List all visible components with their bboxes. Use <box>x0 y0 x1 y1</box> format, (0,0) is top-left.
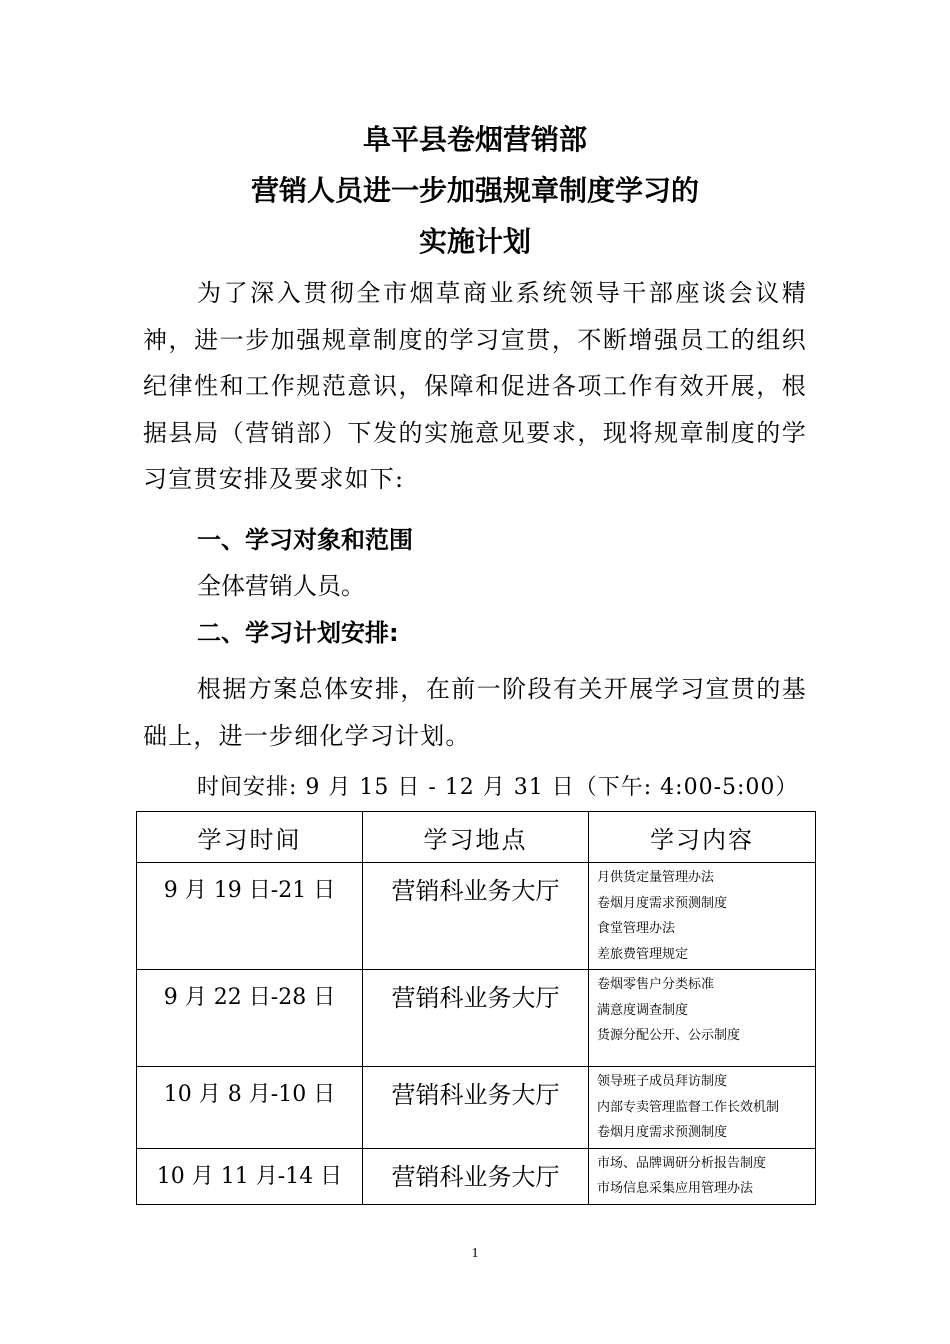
row-content <box>589 1148 816 1204</box>
row-content <box>589 970 816 1067</box>
content-item: 市场、品牌调研分析报告制度 <box>597 1155 767 1171</box>
content-item: 货源分配公开、公示制度 <box>597 1028 741 1043</box>
content-item: 卷烟零售户分类标准 <box>597 977 715 992</box>
section-1-body: 全体营销人员。 <box>197 572 365 600</box>
header-place: 学习地点 <box>363 812 589 863</box>
schedule-line: 时间安排: 9 月 15 日 - 12 月 31 日（下午: 4:00-5:00） <box>197 775 799 800</box>
table-row <box>137 863 816 970</box>
row-content <box>589 1067 816 1149</box>
table-row <box>137 970 816 1067</box>
content-item: 市场信息采集应用管理办法 <box>597 1181 754 1196</box>
content-item: 卷烟月度需求预测制度 <box>597 895 728 911</box>
row-place: 营销科业务大厅 <box>363 863 589 970</box>
table-header-row <box>137 812 816 863</box>
row-time: 9 月 19 日-21 日 <box>137 863 363 970</box>
content-item: 领导班子成员拜访制度 <box>597 1074 728 1089</box>
row-content <box>589 863 816 970</box>
schedule-table <box>136 811 816 1205</box>
table-row <box>137 1148 816 1204</box>
row-place: 营销科业务大厅 <box>363 970 589 1067</box>
content-item: 食堂管理办法 <box>597 921 676 936</box>
row-time: 9 月 22 日-28 日 <box>137 970 363 1067</box>
section-1-heading: 一、学习对象和范围 <box>197 526 413 554</box>
content-item: 卷烟月度需求预测制度 <box>597 1125 728 1140</box>
row-place: 营销科业务大厅 <box>363 1148 589 1204</box>
row-place: 营销科业务大厅 <box>363 1067 589 1149</box>
row-time: 10 月 11 月-14 日 <box>137 1148 363 1204</box>
title-line-3: 实施计划 <box>418 225 531 258</box>
content-item: 内部专卖管理监督工作长效机制 <box>597 1099 780 1115</box>
section-2-heading: 二、学习计划安排: <box>197 619 399 647</box>
header-time: 学习时间 <box>137 812 363 863</box>
title-line-1: 阜平县卷烟营销部 <box>362 123 587 156</box>
content-item: 差旅费管理规定 <box>597 946 689 962</box>
section-2-body: 根据方案总体安排，在前一阶段有关开展学习宣贯的基础上，进一步细化学习计划。 <box>143 675 807 750</box>
content-item: 满意度调查制度 <box>597 1002 689 1018</box>
intro-paragraph: 为了深入贯彻全市烟草商业系统领导干部座谈会议精神，进一步加强规章制度的学习宣贯，不断增强员工的组织纪律性和工作规范意识，保障和促进各项工作有效开展，根据县局（营销部）下发的实施意见要求，现将规章制度的学习宣贯安排及要求如下: <box>143 279 807 493</box>
content-item: 月供货定量管理办法 <box>597 870 715 885</box>
title-line-2: 营销人员进一步加强规章制度学习的 <box>250 174 699 207</box>
header-content: 学习内容 <box>589 812 816 863</box>
row-time: 10 月 8 月-10 日 <box>137 1067 363 1149</box>
table-row <box>137 1067 816 1149</box>
page-number: 1 <box>471 1246 479 1261</box>
